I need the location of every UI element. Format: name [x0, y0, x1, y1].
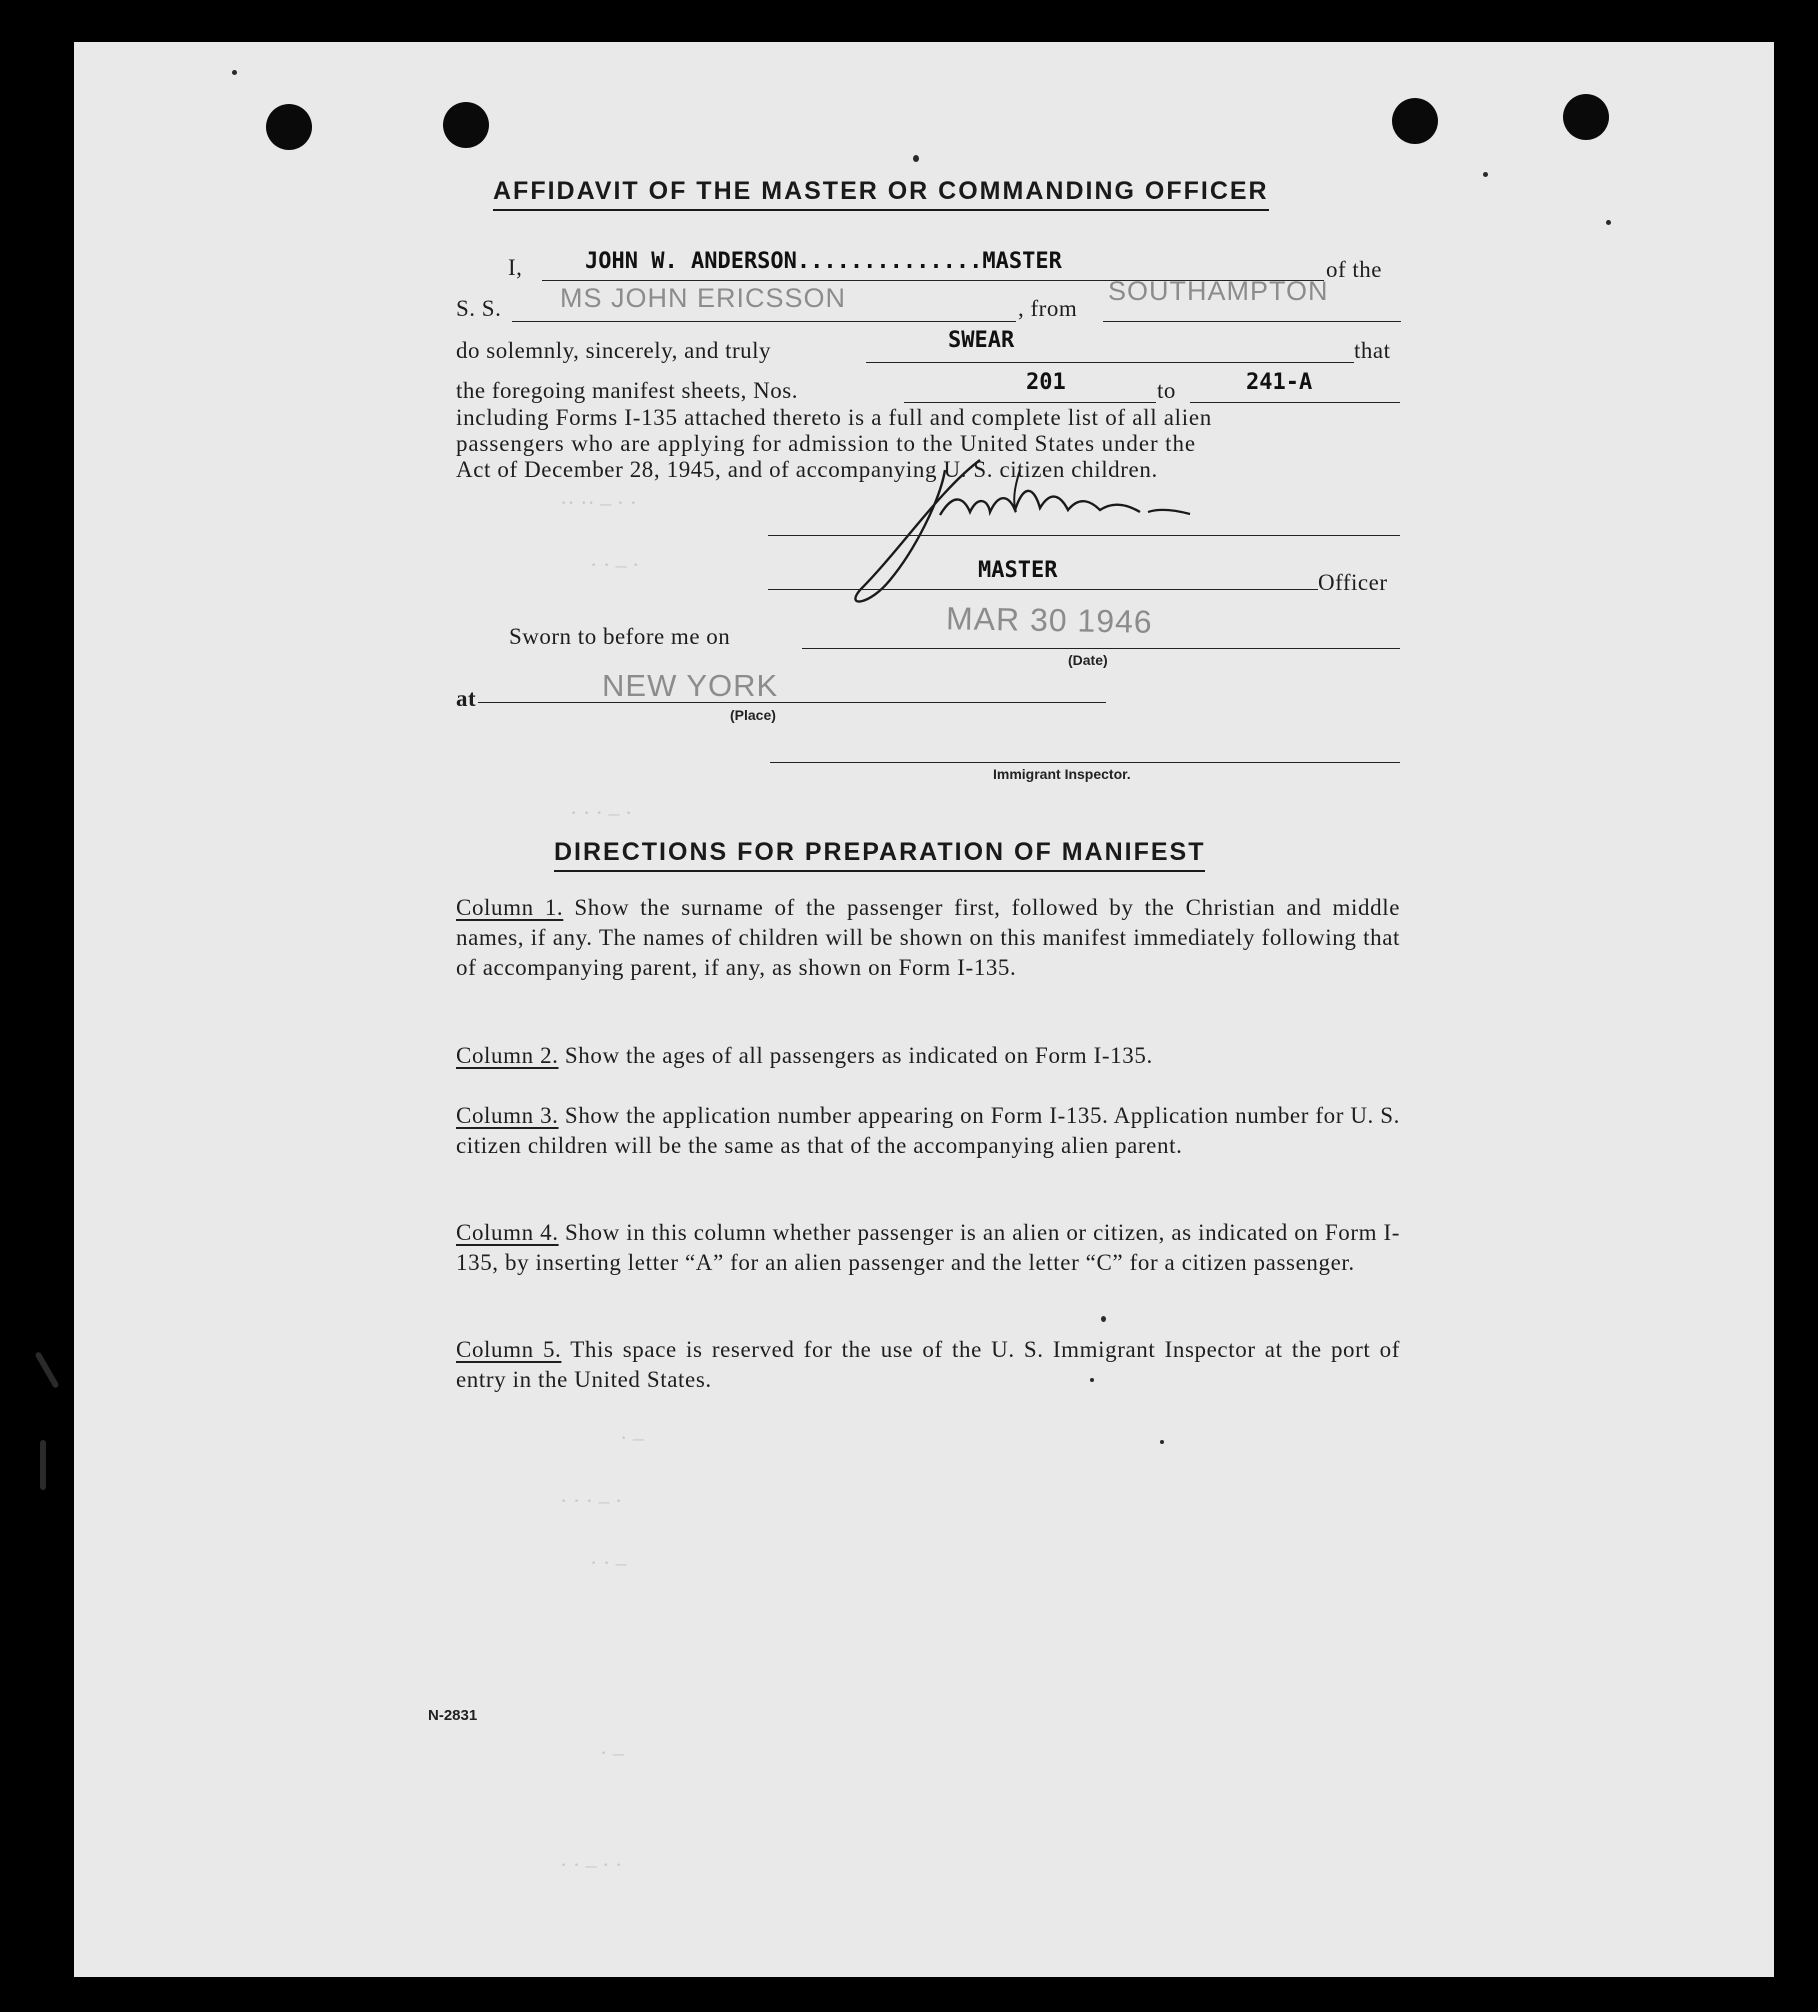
sworn-date-stamp: MAR 30 1946	[945, 600, 1153, 640]
dust-speck	[232, 70, 237, 75]
direction-column-2-label: Column 2.	[456, 1043, 559, 1068]
bleed-through-mark: · · · – ·	[570, 800, 633, 825]
ship-name-line	[512, 321, 1016, 322]
affidavit-row5: including Forms I-135 attached thereto is a full and complete list of all alien	[456, 405, 1212, 430]
direction-column-2	[456, 1041, 1400, 1071]
bleed-through-mark: · –	[600, 1740, 624, 1765]
affidavit-row1-lead: I,	[508, 255, 523, 280]
direction-column-3-label: Column 3.	[456, 1103, 559, 1128]
direction-column-1-text: Show the surname of the passenger first, followed by the Christian and middle names, if any. The names of children will be shown on this manifest immediately following that of accompanying parent, if any, as shown on Form I-135.	[456, 895, 1400, 980]
dust-speck	[40, 1440, 46, 1490]
date-caption: (Date)	[1068, 652, 1108, 668]
dust-speck	[1101, 1316, 1106, 1322]
direction-column-5-label: Column 5.	[456, 1337, 562, 1362]
bleed-through-mark: · –	[620, 1425, 644, 1450]
direction-column-4-label: Column 4.	[456, 1220, 559, 1245]
bleed-through-mark: ·· ·· – · ·	[560, 490, 637, 515]
place-caption: (Place)	[730, 707, 776, 723]
directions-title: DIRECTIONS FOR PREPARATION OF MANIFEST	[554, 838, 1205, 872]
bleed-through-mark: · · · – ·	[560, 1488, 623, 1513]
direction-column-3	[456, 1101, 1400, 1161]
place-stamp: NEW YORK	[602, 668, 779, 703]
affidavit-row2-mid: , from	[1018, 296, 1078, 321]
inspector-caption: Immigrant Inspector.	[993, 766, 1131, 782]
dust-speck	[913, 155, 919, 162]
dust-speck	[1483, 172, 1488, 177]
officer-line	[768, 589, 1318, 590]
bleed-through-mark: · · – · ·	[560, 1852, 623, 1877]
direction-column-2-text: Show the ages of all passengers as indicated on Form I-135.	[564, 1043, 1153, 1068]
punch-hole	[1392, 98, 1438, 144]
sheet-to-line	[1190, 402, 1400, 403]
dust-speck	[34, 1351, 59, 1389]
direction-column-3-text: Show the application number appearing on Form I-135. Application number for U. S. citizen children will be the same as that of the accompanying alien parent.	[456, 1103, 1400, 1158]
port-from-stamp: SOUTHAMPTON	[1108, 276, 1329, 306]
affidavit-row4-lead: the foregoing manifest sheets, Nos.	[456, 378, 798, 403]
direction-column-4	[456, 1218, 1400, 1278]
officer-label: Officer	[1318, 570, 1388, 595]
punch-hole	[1563, 94, 1609, 140]
direction-column-4-text: Show in this column whether passenger is an alien or citizen, as indicated on Form I-135, by inserting letter “A” for an alien passenger and the letter “C” for a citizen passenger.	[456, 1220, 1401, 1275]
master-name-field: JOHN W. ANDERSON..............MASTER	[585, 249, 1062, 274]
dust-speck	[1160, 1440, 1164, 1444]
inspector-line	[770, 762, 1400, 763]
affidavit-row4-mid: to	[1157, 378, 1176, 403]
sheet-from-line	[904, 402, 1156, 403]
place-line	[478, 702, 1106, 703]
affidavit-row7: Act of December 28, 1945, and of accompanying U. S. citizen children.	[456, 457, 1158, 482]
port-from-line	[1103, 321, 1401, 322]
direction-column-5-text: This space is reserved for the use of the U. S. Immigrant Inspector at the port of entry in the United States.	[456, 1337, 1400, 1392]
oath-line	[866, 362, 1354, 363]
signer-title-field: MASTER	[978, 558, 1058, 583]
bleed-through-mark: · · – ·	[590, 552, 640, 577]
sworn-date-line	[802, 648, 1400, 649]
form-number: N-2831	[428, 1707, 478, 1724]
dust-speck	[1606, 220, 1611, 225]
sheet-from-field: 201	[1026, 370, 1066, 395]
direction-column-1	[456, 893, 1400, 983]
signature-line	[768, 535, 1400, 536]
bleed-through-mark: · · –	[590, 1550, 627, 1575]
sworn-label: Sworn to before me on	[509, 624, 731, 649]
affidavit-row3-lead: do solemnly, sincerely, and truly	[456, 338, 772, 363]
at-label: at	[456, 686, 477, 711]
punch-hole	[443, 102, 489, 148]
ship-name-stamp: MS JOHN ERICSSON	[560, 283, 847, 313]
direction-column-5	[456, 1335, 1400, 1395]
affidavit-row2-lead: S. S.	[456, 296, 502, 321]
affidavit-row6: passengers who are applying for admission to the United States under the	[456, 431, 1196, 456]
affidavit-title: AFFIDAVIT OF THE MASTER OR COMMANDING OFFICER	[493, 177, 1269, 211]
document-page	[74, 42, 1774, 1977]
punch-hole	[266, 104, 312, 150]
oath-word-field: SWEAR	[948, 328, 1015, 353]
master-signature	[830, 440, 1270, 610]
direction-column-1-label: Column 1.	[456, 895, 564, 920]
sheet-to-field: 241-A	[1246, 370, 1313, 395]
affidavit-row1-tail: of the	[1326, 257, 1383, 282]
affidavit-row3-tail: that	[1354, 338, 1391, 363]
